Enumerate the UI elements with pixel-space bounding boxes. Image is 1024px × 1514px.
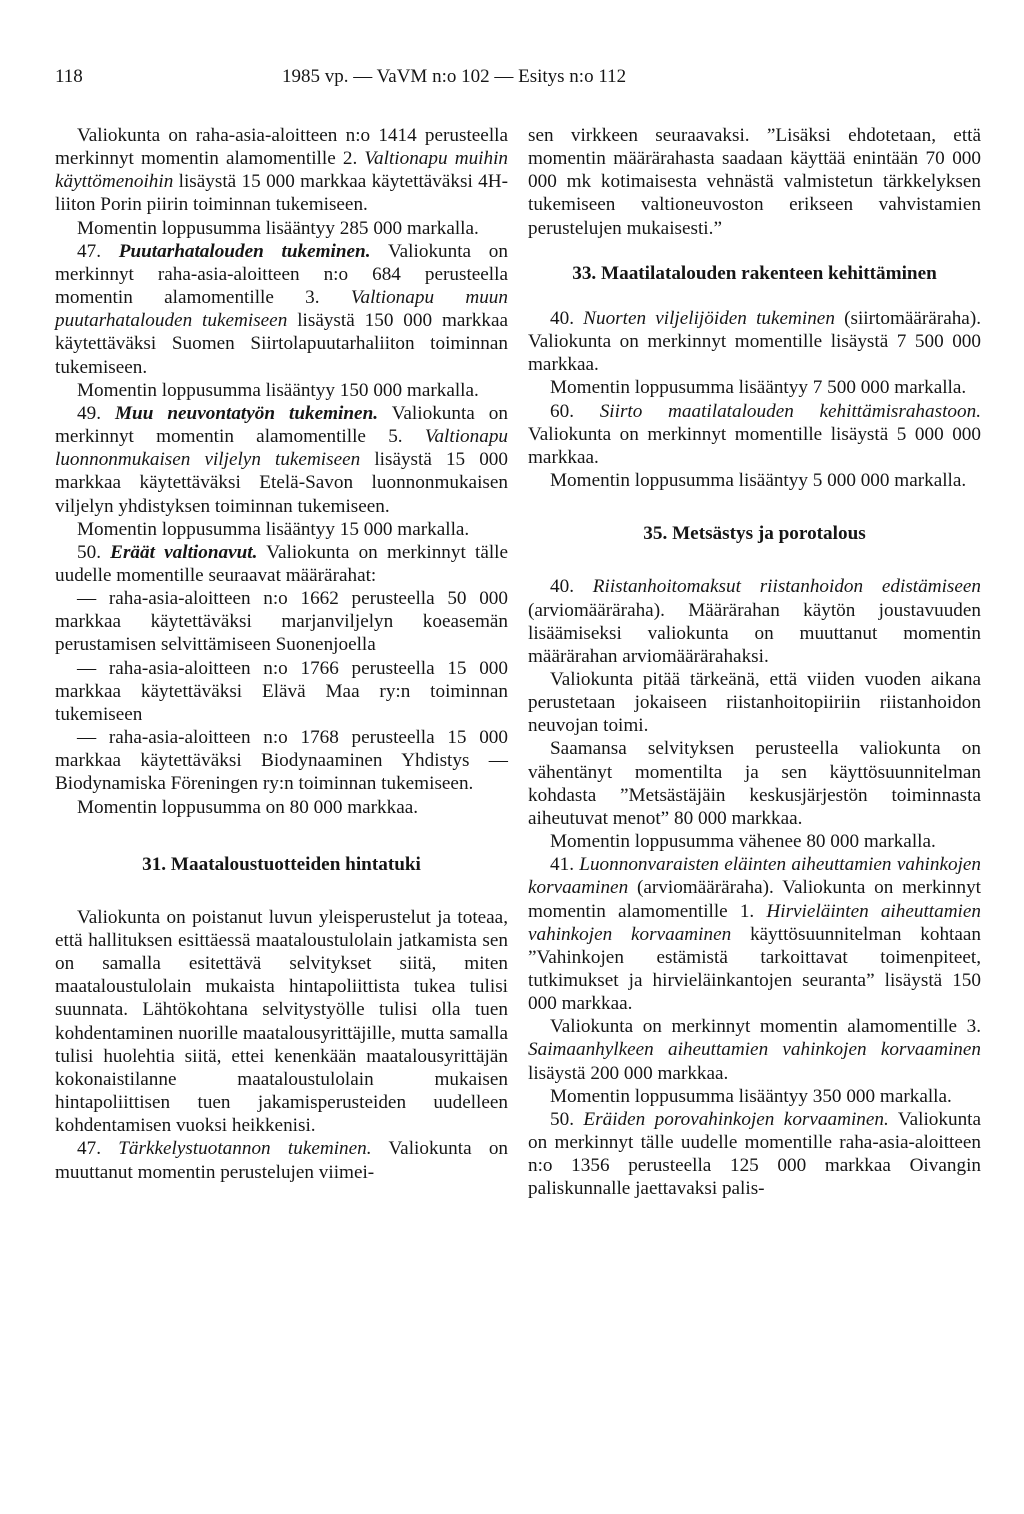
paragraph: Momentin loppusumma lisääntyy 150 000 markalla.	[77, 379, 479, 401]
paragraph: Valiokunta pitää tärkeänä, että viiden vuoden aikana perustetaan jokaiseen riistanhoitopiiriin riistanhoidon neuvojan toimi.	[528, 668, 981, 737]
paragraph: Momentin loppusumma lisääntyy 7 500 000 markalla.	[550, 377, 967, 399]
paragraph: Saamansa selvityksen perusteella valiokunta on vähentänyt momentilta ja sen käyttösuunnitelman kohdasta ”Metsästäjäin keskusjärjestön toiminnasta aiheutuvat menot” 80 000 markkaa.	[528, 738, 981, 829]
bullet-item: — raha-asia-aloitteen n:o 1662 perusteella 50 000 markkaa käytettäväksi marjanviljelyn koeasemän perustamisen selvittämiseen Suonenjoella	[55, 588, 508, 656]
bullet-item: — raha-asia-aloitteen n:o 1768 perusteella 15 000 markkaa käytettäväksi Biodynaaminen Yhdistys — Biodynamiska Föreningen ry:n toiminnan tukemiseen.	[55, 727, 508, 795]
item-40b: 40. Riistanhoitomaksut riistanhoidon edistämiseen (arviomääräraha). Määrärahan käytön joustavuuden lisäämiseksi valiokunta on muuttanut momentin määrärahan arviomäärärahaksi.	[528, 576, 982, 667]
paragraph: Momentin loppusumma lisääntyy 350 000 markalla.	[550, 1085, 952, 1107]
section-heading-35: 35. Metsästys ja porotalous	[643, 523, 866, 545]
item-41: 41. Luonnonvaraisten eläinten aiheuttamien vahinkojen korvaaminen (arviomääräraha). Valiokunta on merkinnyt momentin alamomentille 1. Hirvieläinten aiheuttamien vahinkojen korvaaminen käyttösuunnitelman kohtaan ”Vahinkojen estämistä tarkoittavat toimenpiteet, tutkimukset ja hirvieläinkantojen seuranta” lisäystä 150 000 markkaa.	[528, 854, 982, 1015]
item-49: 49. Muu neuvontatyön tukeminen. Valiokunta on merkinnyt momentin alamomentille 5. Valtionapu luonnonmukaisen viljelyn tukemiseen lisäystä 15 000 markkaa käytettäväksi Etelä-Savon luonnonmukaisen viljelyn yhdistyksen toiminnan tukemiseen.	[55, 402, 509, 517]
page-number: 118	[55, 66, 83, 87]
paragraph: Momentin loppusumma lisääntyy 285 000 markalla.	[77, 217, 479, 239]
item-47: 47. Puutarhatalouden tukeminen. Valiokunta on merkinnyt raha-asia-aloitteen n:o 684 perusteella momentin alamomentille 3. Valtionapu muun puutarhatalouden tukemiseen lisäystä 150 000 markkaa käytettäväksi Suomen Siirtolapuutarhaliiton toiminnan tukemiseen.	[55, 240, 509, 378]
left-column	[55, 124, 508, 1184]
paragraph: Momentin loppusumma lisääntyy 5 000 000 markalla.	[550, 470, 967, 492]
page-header	[55, 66, 745, 96]
paragraph: Momentin loppusumma vähenee 80 000 markalla.	[550, 831, 936, 853]
item-60: 60. Siirto maatilatalouden kehittämisrahastoon. Valiokunta on merkinnyt momentille lisäystä 5 000 000 markkaa.	[528, 400, 981, 468]
section-heading-33: 33. Maatilatalouden rakenteen kehittäminen	[572, 262, 937, 284]
bullet-item: — raha-asia-aloitteen n:o 1766 perusteella 15 000 markkaa käytettäväksi Elävä Maa ry:n toiminnan tukemiseen	[55, 657, 508, 725]
item-50-right: 50. Eräiden porovahinkojen korvaaminen. Valiokunta on merkinnyt tälle uudelle momentille raha-asia-aloitteen n:o 1356 perusteella 125 000 markkaa Oivangin paliskunnalle jaettavaksi palis-	[528, 1108, 982, 1200]
paragraph: Momentin loppusumma on 80 000 markkaa.	[77, 796, 419, 818]
paragraph: Valiokunta on merkinnyt momentin alamomentille 3. Saimaanhylkeen aiheuttamien vahinkojen korvaaminen lisäystä 200 000 markkaa.	[528, 1016, 981, 1084]
section-heading-31: 31. Maataloustuotteiden hintatuki	[142, 853, 421, 875]
item-50: 50. Eräät valtionavut. Valiokunta on merkinnyt tälle uudelle momentille seuraavat määrärahat:	[55, 541, 509, 586]
item-40: 40. Nuorten viljelijöiden tukeminen (siirtomääräraha). Valiokunta on merkinnyt momentille lisäystä 7 500 000 markkaa.	[528, 307, 982, 376]
paragraph: sen virkkeen seuraavaksi. ”Lisäksi ehdotetaan, että momentin määrärahasta saadaan käyttää enintään 70 000 000 mk kotimaisesta vehnästä valmistetun tärkkelyksen tukemiseen valtioneuvoston erikseen vahvistamien perustelujen mukaisesti.”	[528, 125, 981, 239]
running-head: 1985 vp. — VaVM n:o 102 — Esitys n:o 112	[282, 66, 627, 87]
item-47b: 47. Tärkkelystuotannon tukeminen. Valiokunta on muuttanut momentin perustelujen viimei-	[55, 1138, 509, 1183]
right-column	[528, 124, 981, 1201]
paragraph: Valiokunta on raha-asia-aloitteen n:o 1414 perusteella merkinnyt momentin alamomentille 2. Valtionapu muihin käyttömenoihin lisäystä 15 000 markkaa käytettäväksi 4H-liiton Porin piirin toiminnan tukemiseen.	[55, 125, 509, 216]
paragraph: Momentin loppusumma lisääntyy 15 000 markalla.	[77, 518, 470, 540]
paragraph: Valiokunta on poistanut luvun yleisperustelut ja toteaa, että hallituksen esittäessä maataloustulolain jatkamista sen on samalla esitettävä selvitykset siitä, miten maataloustulolain mukaista hintapoliittista tukea tulisi suunnata. Lähtökohtana selvitystyölle tulisi olla tuen kohdentaminen nuorille maatalousyrittäjille, mutta samalla tulisi huolehtia siitä, ettei kenenkään maatalousyrittäjän kokonaistilanne maataloustulolain mukaisen hintapoliittisen tuen jakamisperusteiden uudelleen kohdentamisen vuoksi heikkenisi.	[55, 906, 508, 1137]
